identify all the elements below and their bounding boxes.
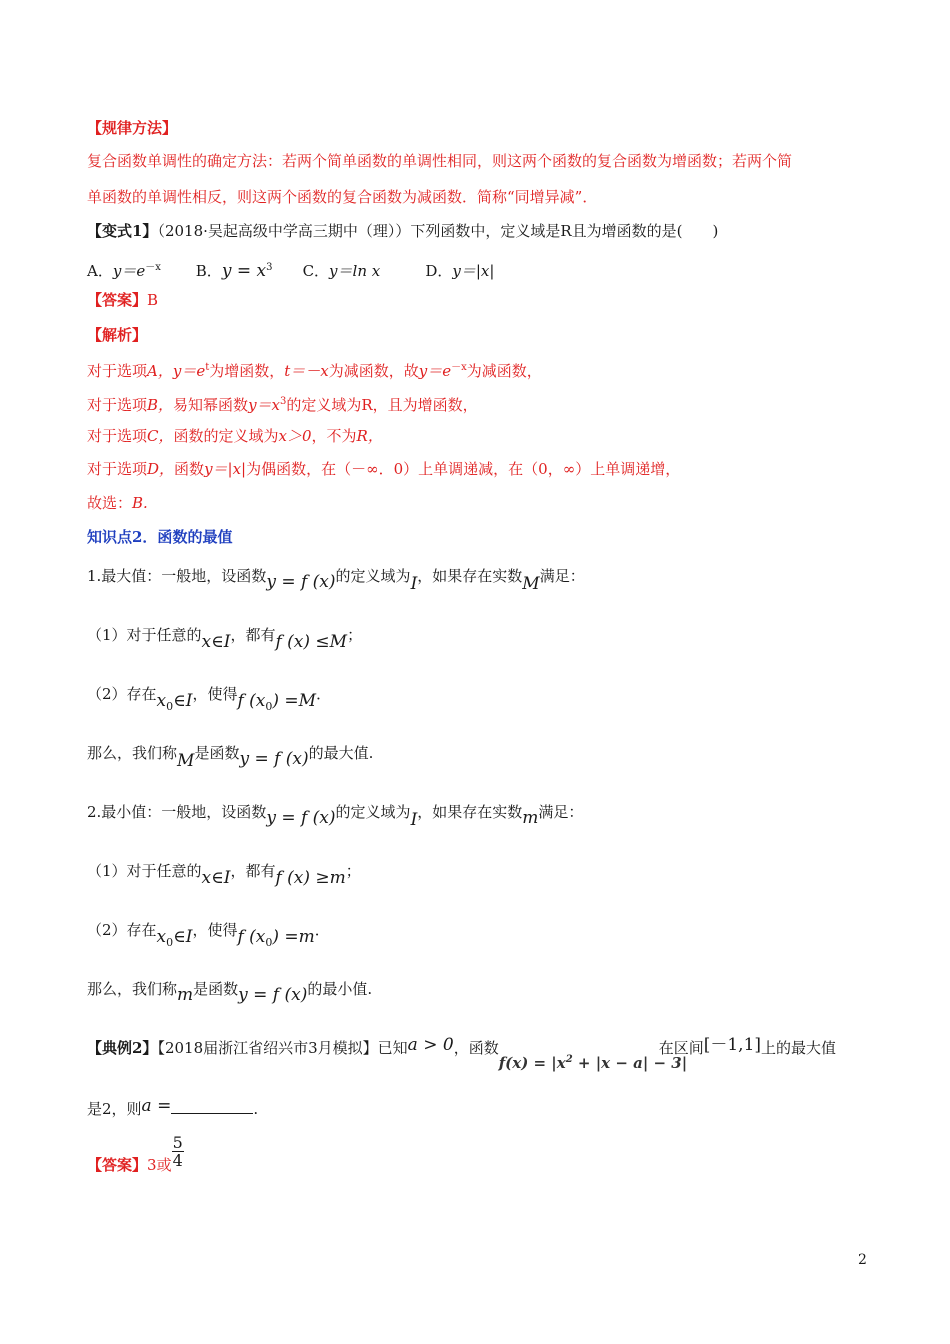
min-condition-2: （2）存在$x_0\in I$，使得f $(x_0) =m$． (87, 921, 330, 949)
max-condition-1: （1）对于任意的x∈I，都有f (x) ≤M； (87, 626, 363, 652)
option-b-label: B． (195, 262, 222, 280)
min-condition-1: （1）对于任意的x∈I，都有f (x) ≥m； (87, 862, 361, 888)
method-line-2: 单函数的单调性相反，则这两个函数的复合函数为减函数．简称“同增异减”． (87, 188, 598, 206)
answer-2: 【答案】3或 $\frac{5}{4}$ (87, 1133, 183, 1174)
example-2-function: $f(x) = |x^2 + |x - a| - 3|$ (498, 1054, 688, 1072)
max-conclusion: 那么，我们称M是函数y = f (x)的最大值. (87, 744, 374, 771)
option-c-expr: y＝ln x (329, 262, 381, 280)
max-condition-2: （2）存在$x_0\in I$，使得f $(x_0) =M$． (87, 685, 332, 713)
option-b-expr: y = x (221, 261, 267, 281)
option-c (303, 261, 421, 281)
method-line-1: 复合函数单调性的确定方法：若两个简单函数的单调性相同，则这两个函数的复合函数为增函数；若两个简 (87, 152, 793, 170)
analysis-line-4: 对于选项D，函数y＝|x|为偶函数，在（－∞．0）上单调递减，在（0，∞）上单调递增， (87, 460, 681, 478)
option-b (196, 258, 298, 281)
answer-1-label: 【答案】 (87, 291, 148, 309)
variant-label: 【变式1】 (87, 222, 158, 240)
answer-2-label: 【答案】 (87, 1156, 148, 1174)
answer-2-value: 3 (147, 1156, 157, 1174)
example-2-source: 【2018届浙江省绍兴市3月模拟】 (157, 1039, 378, 1057)
answer-blank[interactable] (171, 1099, 253, 1114)
analysis-line-2: 对于选项B，易知幂函数$y=x^3$的定义域为R，且为增函数， (87, 396, 478, 414)
option-a-expr: y＝e (112, 262, 146, 280)
option-a (87, 258, 191, 281)
example-2-line-2: 是2，则a = . (87, 1096, 259, 1118)
option-b-sup: 3 (266, 262, 273, 273)
knowledge-point-2-title: 知识点2．函数的最值 (87, 528, 233, 546)
option-d (425, 262, 494, 280)
min-conclusion: 那么，我们称m是函数y = f (x)的最小值. (87, 980, 373, 1005)
option-a-sup: －x (145, 262, 161, 273)
option-d-expr: y＝|x| (452, 262, 495, 280)
analysis-line-3: 对于选项C，函数的定义域为x＞0，不为R， (87, 427, 383, 445)
analysis-line-5: 故选：B. (87, 494, 148, 512)
options-row (87, 258, 494, 281)
answer-1 (87, 290, 158, 310)
min-definition: 2.最小值：一般地，设函数y = f (x)的定义域为I，如果存在实数m满足： (87, 803, 584, 830)
heading-method: 【规律方法】 (87, 119, 178, 137)
option-a-label: A． (87, 262, 113, 280)
example-2-label: 【典例2】 (87, 1039, 158, 1057)
analysis-line-1: 对于选项A，$y=e^t$为增函数，t＝－x为减函数，故$y=e^{-x}$为减函数， (87, 362, 542, 380)
answer-2-fraction: $\frac{5}{4}$ (172, 1133, 183, 1170)
variant-question (87, 221, 718, 241)
option-d-label: D． (425, 262, 453, 280)
analysis-label: 【解析】 (87, 326, 148, 344)
option-c-label: C． (302, 262, 330, 280)
max-definition: 1.最大值：一般地，设函数y = f (x)的定义域为I，如果存在实数M满足： (87, 567, 585, 594)
page-number: 2 (858, 1252, 867, 1268)
example-2-line-1: 【典例2】【2018届浙江省绍兴市3月模拟】已知a > 0，函数 $f(x) = |x^2 + |x - a| - 3|$ 在区间[－1,1]上的最大值 (87, 1035, 837, 1072)
answer-1-value: B (147, 291, 159, 309)
variant-text: （2018·吴起高级中学高三期中（理））下列函数中，定义域是R且为增函数的是( ) (157, 222, 719, 240)
